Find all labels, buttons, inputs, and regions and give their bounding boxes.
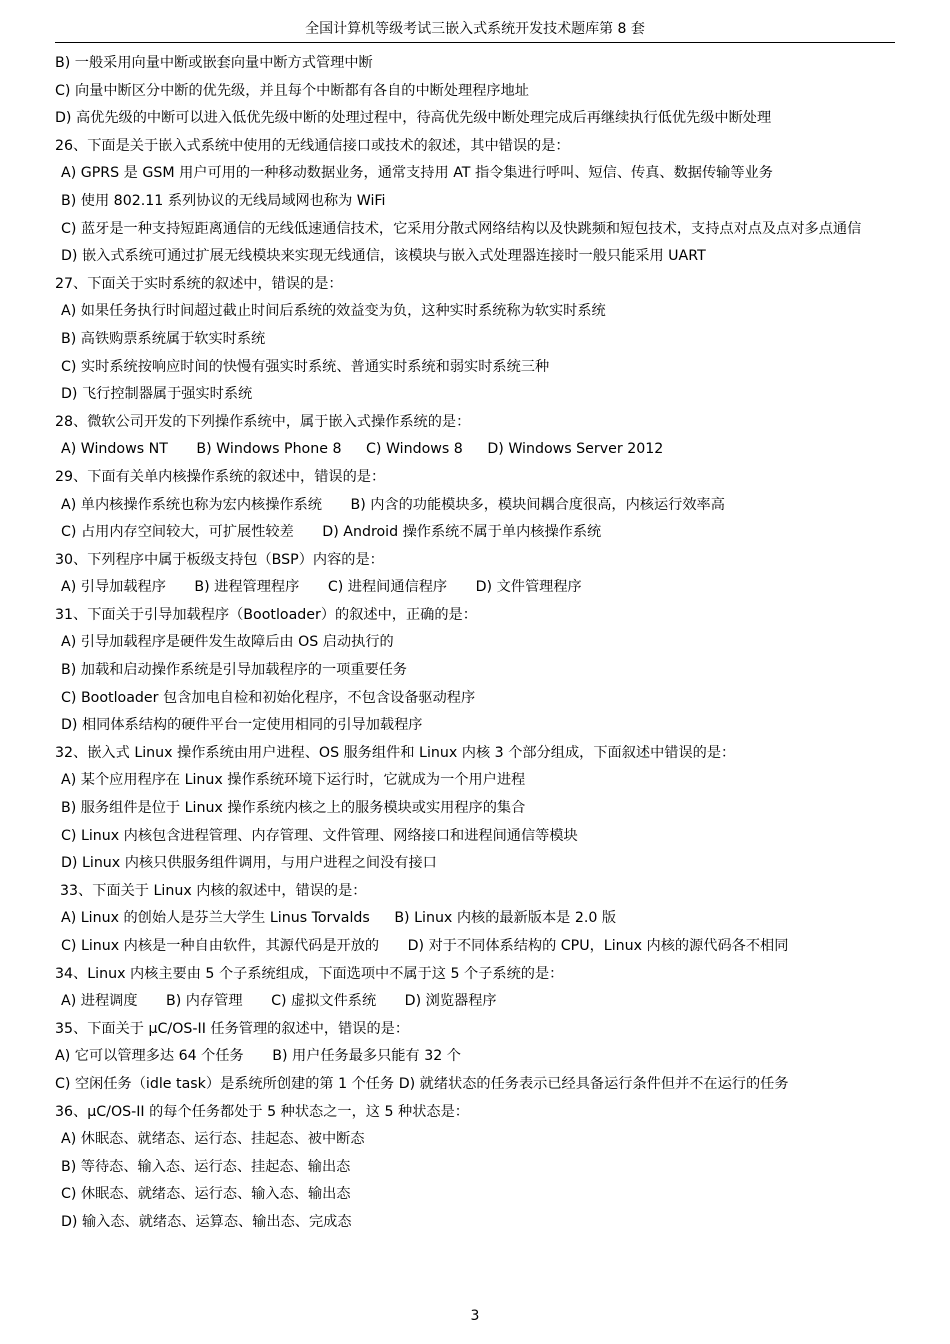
q32-option-a: A) 某个应用程序在 Linux 操作系统环境下运行时，它就成为一个用户进程: [61, 772, 526, 789]
q31-option-b: B) 加载和启动操作系统是引导加载程序的一项重要任务: [61, 662, 408, 679]
q27-option-a: A) 如果任务执行时间超过截止时间后系统的效益变为负，这种实时系统称为软实时系统: [61, 303, 606, 320]
q26-option-b: B) 使用 802.11 系列协议的无线局域网也称为 WiFi: [61, 192, 386, 209]
option-b-prev: B) 一般采用向量中断或嵌套向量中断方式管理中断: [55, 55, 373, 71]
q30-option-a: A) 引导加载程序: [61, 579, 166, 596]
question-26: 26、下面是关于嵌入式系统中使用的无线通信接口或技术的叙述，其中错误的是：: [55, 137, 570, 154]
q35-options-ab: [55, 1043, 897, 1071]
q29-option-b: B) 内含的功能模块多，模块间耦合度很高，内核运行效率高: [350, 496, 725, 513]
q27-option-b: B) 高铁购票系统属于软实时系统: [61, 330, 266, 347]
page-header: 全国计算机等级考试三嵌入式系统开发技术题库第 8 套: [305, 21, 645, 37]
q33-option-c: C) Linux 内核是一种自由软件，其源代码是开放的: [61, 938, 380, 954]
q35-option-b: B) 用户任务最多只能有 32 个: [272, 1048, 461, 1065]
header-rule: [55, 42, 895, 43]
q33-options-ab: [55, 905, 897, 933]
q28-option-d: D) Windows Server 2012: [487, 441, 664, 458]
q35-option-a: A) 它可以管理多达 64 个任务: [55, 1048, 244, 1065]
q30-option-b: B) 进程管理程序: [194, 579, 300, 596]
page-number: 3: [470, 1308, 480, 1324]
q27-option-d: D) 飞行控制器属于强实时系统: [61, 386, 253, 403]
q32-option-d: D) Linux 内核只供服务组件调用，与用户进程之间没有接口: [61, 855, 437, 872]
q31-option-d: D) 相同体系结构的硬件平台一定使用相同的引导加载程序: [61, 717, 423, 734]
q35-options-cd: C) 空闲任务（idle task）是系统所创建的第 1 个任务 D) 就绪状态的任务表示已经具备运行条件但并不在运行的任务: [55, 1075, 789, 1092]
q33-option-a: A) Linux 的创始人是芬兰大学生 Linus Torvalds: [61, 910, 370, 927]
q33-options-cd: [55, 933, 897, 961]
q30-option-d: D) 文件管理程序: [475, 579, 582, 596]
q28-option-b: B) Windows Phone 8: [196, 441, 342, 458]
q33-option-d: D) 对于不同体系结构的 CPU，Linux 内核的源代码各不相同: [407, 938, 789, 954]
q29-option-d: D) Android 操作系统不属于单内核操作系统: [322, 524, 602, 541]
q36-option-c: C) 休眠态、就绪态、运行态、输入态、输出态: [61, 1186, 351, 1203]
question-30: 30、下列程序中属于板级支持包（BSP）内容的是：: [55, 551, 384, 568]
question-36: 36、μC/OS-II 的每个任务都处于 5 种状态之一，这 5 种状态是：: [55, 1103, 469, 1120]
question-34: 34、Linux 内核主要由 5 个子系统组成，下面选项中不属于这 5 个子系统的是：: [55, 965, 564, 982]
q28-option-a: A) Windows NT: [61, 441, 168, 458]
q36-option-a: A) 休眠态、就绪态、运行态、挂起态、被中断态: [61, 1131, 365, 1148]
question-27: 27、下面关于实时系统的叙述中，错误的是：: [55, 275, 343, 292]
q31-option-c: C) Bootloader 包含加电自检和初始化程序，不包含设备驱动程序: [61, 689, 476, 706]
q29-options-cd: [55, 519, 897, 547]
q26-option-c: C) 蓝牙是一种支持短距离通信的无线低速通信技术，它采用分散式网络结构以及快跳频和短包技术，支持点对点及点对多点通信: [61, 220, 862, 237]
q32-option-c: C) Linux 内核包含进程管理、内存管理、文件管理、网络接口和进程间通信等模块: [61, 827, 578, 844]
q34-option-b: B) 内存管理: [166, 993, 243, 1010]
question-35: 35、下面关于 μC/OS-II 任务管理的叙述中，错误的是：: [55, 1020, 410, 1037]
q33-option-b: B) Linux 内核的最新版本是 2.0 版: [394, 910, 617, 927]
q29-option-c: C) 占用内存空间较大，可扩展性较差: [61, 524, 294, 541]
document-body: [55, 50, 897, 1237]
option-d-prev: D) 高优先级的中断可以进入低优先级中断的处理过程中，待高优先级中断处理完成后再继续执行低优先级中断处理: [55, 110, 772, 127]
q28-options: [55, 436, 897, 464]
q30-options: [55, 574, 897, 602]
q31-option-a: A) 引导加载程序是硬件发生故障后由 OS 启动执行的: [61, 634, 394, 651]
q34-options: [55, 988, 897, 1016]
q34-option-d: D) 浏览器程序: [404, 993, 497, 1010]
q36-option-d: D) 输入态、就绪态、运算态、输出态、完成态: [61, 1213, 352, 1230]
q34-option-a: A) 进程调度: [61, 993, 138, 1010]
option-c-prev: C) 向量中断区分中断的优先级，并且每个中断都有各自的中断处理程序地址: [55, 82, 529, 99]
q27-option-c: C) 实时系统按响应时间的快慢有强实时系统、普通实时系统和弱实时系统三种: [61, 358, 550, 375]
q36-option-b: B) 等待态、输入态、运行态、挂起态、输出态: [61, 1158, 351, 1175]
q30-option-c: C) 进程间通信程序: [327, 579, 448, 596]
q34-option-c: C) 虚拟文件系统: [271, 993, 377, 1010]
question-33: 33、下面关于 Linux 内核的叙述中，错误的是：: [60, 882, 367, 899]
question-32: 32、嵌入式 Linux 操作系统由用户进程、OS 服务组件和 Linux 内核 3 个部分组成，下面叙述中错误的是：: [55, 744, 736, 761]
question-31: 31、下面关于引导加载程序（Bootloader）的叙述中，正确的是：: [55, 606, 477, 623]
question-28: 28、微软公司开发的下列操作系统中，属于嵌入式操作系统的是：: [55, 413, 471, 430]
q26-option-a: A) GPRS 是 GSM 用户可用的一种移动数据业务，通常支持用 AT 指令集进行呼叫、短信、传真、数据传输等业务: [61, 165, 773, 182]
q29-options-ab: [55, 492, 897, 520]
question-29: 29、下面有关单内核操作系统的叙述中，错误的是：: [55, 468, 386, 485]
q32-option-b: B) 服务组件是位于 Linux 操作系统内核之上的服务模块或实用程序的集合: [61, 800, 526, 817]
q29-option-a: A) 单内核操作系统也称为宏内核操作系统: [61, 496, 322, 513]
q26-option-d: D) 嵌入式系统可通过扩展无线模块来实现无线通信，该模块与嵌入式处理器连接时一般只能采用 UART: [61, 248, 706, 265]
q28-option-c: C) Windows 8: [366, 441, 463, 458]
